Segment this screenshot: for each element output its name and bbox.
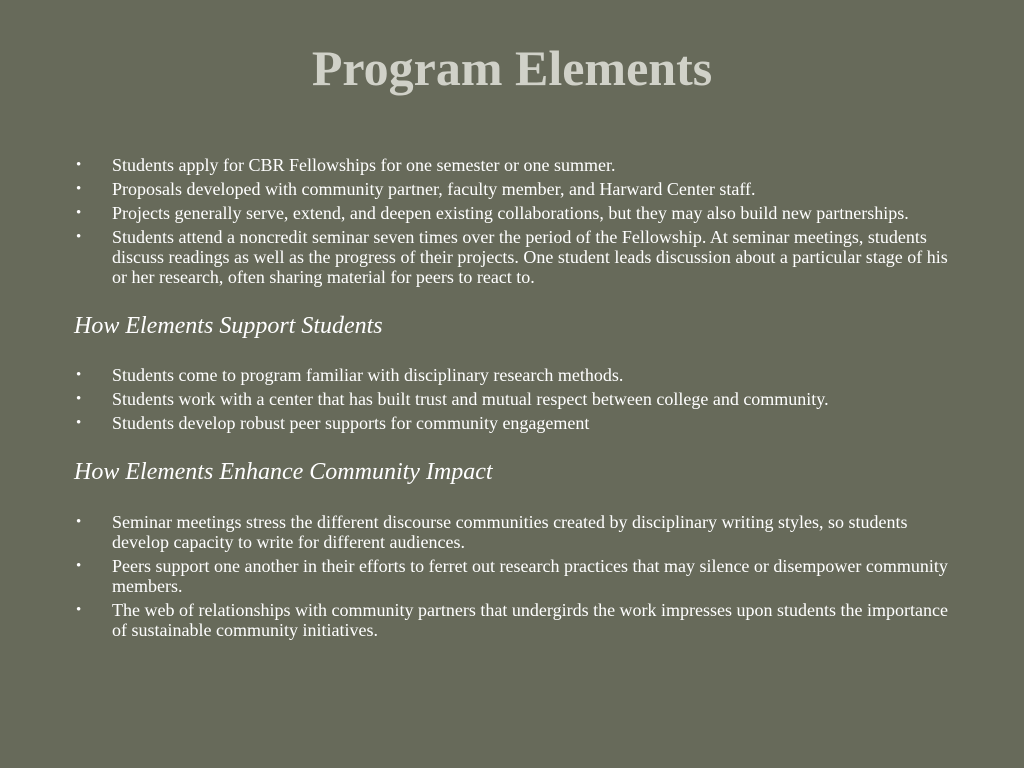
- bullet-icon: •: [76, 514, 82, 530]
- bullet-text: Students develop robust peer supports for community engagement: [112, 413, 590, 433]
- bullet-text: Students come to program familiar with disciplinary research methods.: [112, 365, 624, 385]
- bullet-item: [74, 227, 954, 287]
- slide-body: [74, 155, 954, 644]
- bullet-item: [74, 179, 954, 199]
- bullet-text: Proposals developed with community partner, faculty member, and Harward Center staff.: [112, 179, 756, 199]
- bullet-item: [74, 556, 954, 596]
- bullet-text: Seminar meetings stress the different discourse communities created by disciplinary writing styles, so students develop capacity to write for different audiences.: [112, 512, 908, 552]
- bullet-text: Students attend a noncredit seminar seven times over the period of the Fellowship. At seminar meetings, students discuss readings as well as the progress of their projects. One student leads discussion about a particular stage of his or her research, often sharing material for peers to react to.: [112, 227, 948, 287]
- bullet-item: [74, 600, 954, 640]
- bullet-icon: •: [76, 181, 82, 197]
- bullet-icon: •: [76, 558, 82, 574]
- bullet-text: Students apply for CBR Fellowships for one semester or one summer.: [112, 155, 616, 175]
- bullet-icon: •: [76, 415, 82, 431]
- slide-title: Program Elements: [311, 40, 713, 96]
- bullet-text: Peers support one another in their efforts to ferret out research practices that may silence or disempower community members.: [112, 556, 948, 596]
- bullet-item: [74, 413, 954, 433]
- bullet-icon: •: [76, 205, 82, 221]
- bullet-item: [74, 203, 954, 223]
- bullet-text: Students work with a center that has built trust and mutual respect between college and community.: [112, 389, 829, 409]
- bullet-icon: •: [76, 602, 82, 618]
- bullet-text: The web of relationships with community partners that undergirds the work impresses upon students the importance of sustainable community initiatives.: [112, 600, 948, 640]
- bullet-item: [74, 512, 954, 552]
- bullet-item: [74, 365, 954, 385]
- bullet-icon: •: [76, 391, 82, 407]
- bullet-item: [74, 389, 954, 409]
- bullet-icon: •: [76, 367, 82, 383]
- support-students-bullet-list: [74, 365, 954, 433]
- bullet-icon: •: [76, 229, 82, 245]
- bullet-text: Projects generally serve, extend, and deepen existing collaborations, but they may also build new partnerships.: [112, 203, 909, 223]
- intro-bullet-list: [74, 155, 954, 287]
- community-impact-bullet-list: [74, 512, 954, 640]
- section-heading-support-students: How Elements Support Students: [74, 313, 383, 339]
- bullet-icon: •: [76, 157, 82, 173]
- bullet-item: [74, 155, 954, 175]
- section-heading-community-impact: How Elements Enhance Community Impact: [74, 459, 493, 485]
